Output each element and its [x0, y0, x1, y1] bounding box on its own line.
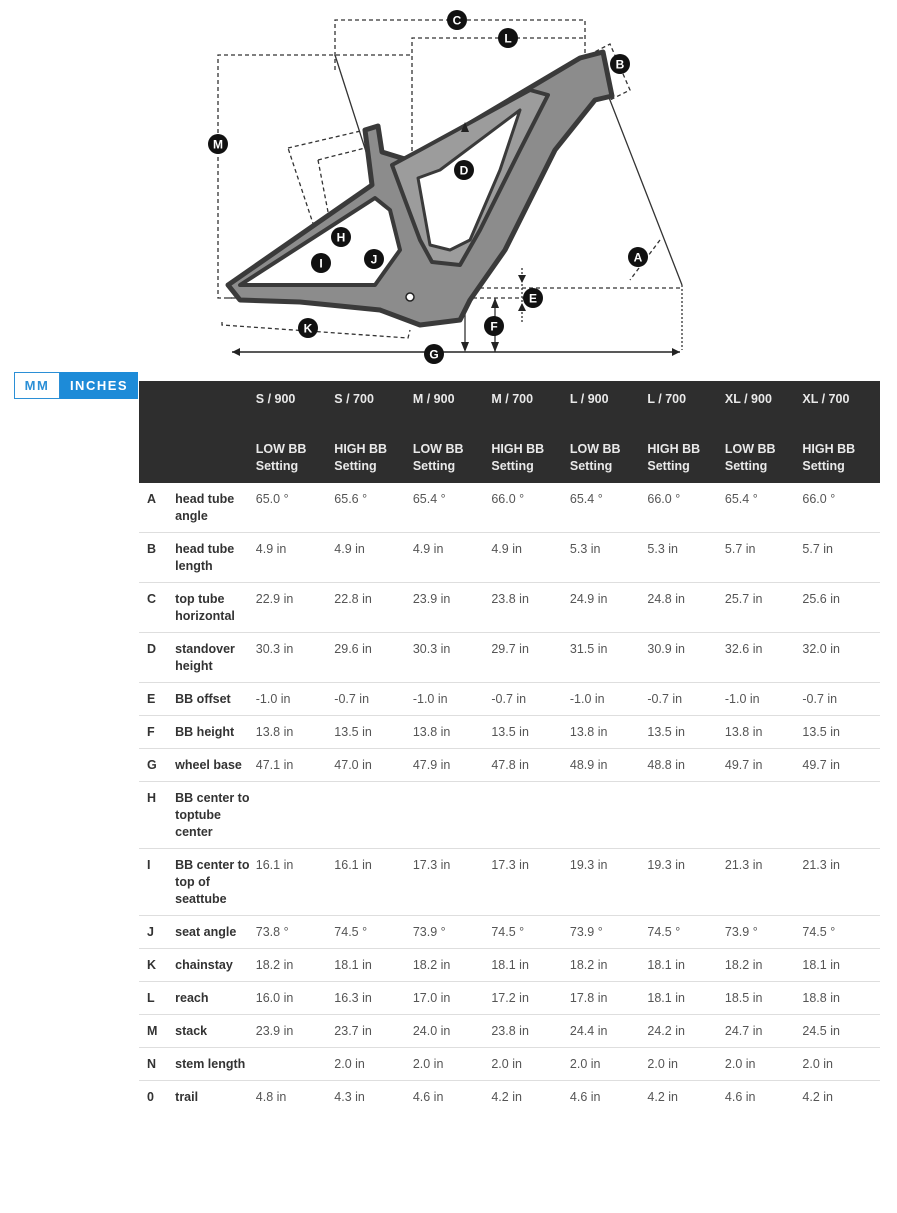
cell-value: 16.1 in — [334, 849, 413, 916]
column-header — [256, 381, 335, 483]
cell-value: 24.5 in — [802, 1015, 880, 1048]
svg-text:H: H — [336, 230, 346, 245]
cell-value: -0.7 in — [647, 683, 725, 716]
table-header — [139, 381, 880, 483]
cell-value: 48.8 in — [647, 749, 725, 782]
row-label: BB center to toptube center — [175, 782, 256, 849]
inches-unit-button[interactable]: INCHES — [60, 372, 138, 399]
column-header — [725, 381, 803, 483]
diagram-label-m — [208, 134, 228, 154]
table-row — [139, 1048, 880, 1081]
cell-value: 4.6 in — [569, 1090, 601, 1104]
cell-value: 5.7 in — [725, 533, 803, 583]
column-size: S / 900 — [255, 392, 296, 406]
cell-value — [647, 782, 725, 849]
cell-value: 5.7 in — [802, 533, 880, 583]
cell-value: 18.1 in — [647, 949, 725, 982]
cell-value: 17.8 in — [570, 982, 648, 1015]
cell-value: 4.6 in — [724, 1090, 756, 1104]
cell-value: 23.9 in — [256, 1015, 335, 1048]
column-setting: LOW BB Setting — [724, 442, 776, 473]
cell-value: 4.2 in — [647, 1090, 678, 1104]
cell-value: 49.7 in — [725, 749, 803, 782]
column-size: L / 900 — [569, 392, 609, 406]
row-label: standover height — [175, 633, 256, 683]
unit-toggle — [14, 372, 138, 399]
row-letter: K — [139, 949, 175, 982]
header-blank — [139, 381, 175, 483]
cell-value: 13.8 in — [413, 716, 492, 749]
row-letter: E — [139, 683, 175, 716]
table-row — [139, 749, 880, 782]
row-letter: L — [139, 982, 175, 1015]
column-header — [570, 381, 648, 483]
cell-value: 13.8 in — [725, 716, 803, 749]
cell-value: 13.5 in — [802, 716, 880, 749]
cell-value: 24.2 in — [647, 1015, 725, 1048]
row-label: BB center to top of seattube — [175, 849, 256, 916]
cell-value: -1.0 in — [413, 683, 492, 716]
column-header — [334, 381, 413, 483]
diagram-label-c — [447, 10, 467, 30]
cell-value: 74.5 ° — [802, 916, 880, 949]
cell-value — [725, 782, 803, 849]
cell-value: 2.0 in — [725, 1048, 803, 1081]
svg-text:K: K — [303, 321, 313, 336]
cell-value: 29.6 in — [334, 633, 413, 683]
table-row — [139, 716, 880, 749]
row-letter: C — [139, 583, 175, 633]
diagram-label-i — [311, 253, 331, 273]
row-letter: N — [139, 1048, 175, 1081]
column-setting: LOW BB Setting — [255, 442, 307, 473]
cell-value: 30.9 in — [647, 633, 725, 683]
svg-text:D: D — [459, 163, 469, 178]
diagram-label-f — [484, 316, 504, 336]
cell-value: 29.7 in — [491, 633, 570, 683]
column-header — [647, 381, 725, 483]
cell-value: -0.7 in — [334, 683, 413, 716]
row-label: wheel base — [175, 749, 256, 782]
cell-value: 4.9 in — [491, 533, 570, 583]
diagram-label-k — [298, 318, 318, 338]
cell-value — [570, 782, 648, 849]
svg-text:L: L — [504, 31, 512, 46]
diagram-label-d — [454, 160, 474, 180]
cell-value: 17.3 in — [413, 849, 492, 916]
cell-value: 18.1 in — [647, 982, 725, 1015]
cell-value: 73.9 ° — [413, 916, 492, 949]
diagram-label-l — [498, 28, 518, 48]
cell-value: 2.0 in — [491, 1048, 570, 1081]
cell-value: 65.4 ° — [413, 483, 492, 533]
table-row — [139, 782, 880, 849]
cell-value: 23.7 in — [334, 1015, 413, 1048]
cell-value: 13.8 in — [256, 716, 335, 749]
cell-value: -0.7 in — [802, 683, 880, 716]
frame-geometry-diagram — [0, 0, 897, 372]
cell-value: 18.2 in — [725, 949, 803, 982]
column-size: XL / 900 — [724, 392, 772, 406]
diagram-label-a — [628, 247, 648, 267]
cell-value: 19.3 in — [570, 849, 648, 916]
cell-value: 13.5 in — [491, 716, 570, 749]
table-row — [139, 1081, 880, 1114]
table-row — [139, 583, 880, 633]
row-letter: I — [139, 849, 175, 916]
svg-text:C: C — [452, 13, 462, 28]
cell-value: 65.4 ° — [725, 483, 803, 533]
row-label: seat angle — [175, 916, 256, 949]
table-row — [139, 949, 880, 982]
cell-value: 18.1 in — [802, 949, 880, 982]
svg-text:G: G — [429, 347, 439, 362]
row-label: trail — [175, 1090, 199, 1104]
svg-text:A: A — [633, 250, 643, 265]
header-blank — [175, 381, 256, 483]
cell-value: 65.4 ° — [570, 483, 648, 533]
cell-value: 4.9 in — [256, 533, 335, 583]
svg-text:M: M — [213, 137, 223, 152]
cell-value: 18.5 in — [725, 982, 803, 1015]
table-body — [139, 483, 880, 1113]
row-letter: M — [139, 1015, 175, 1048]
cell-value: 24.0 in — [413, 1015, 492, 1048]
cell-value: 73.9 ° — [570, 916, 648, 949]
table-row — [139, 1015, 880, 1048]
cell-value: 48.9 in — [570, 749, 648, 782]
cell-value: 13.5 in — [647, 716, 725, 749]
svg-text:E: E — [528, 291, 538, 306]
cell-value: 17.3 in — [491, 849, 570, 916]
cell-value: 17.0 in — [413, 982, 492, 1015]
column-size: XL / 700 — [802, 392, 850, 406]
cell-value — [491, 782, 570, 849]
cell-value: 23.8 in — [491, 583, 570, 633]
cell-value: 4.8 in — [255, 1090, 287, 1104]
cell-value: 74.5 ° — [491, 916, 570, 949]
diagram-label-e — [523, 288, 543, 308]
row-label: chainstay — [175, 949, 256, 982]
cell-value: 16.1 in — [256, 849, 335, 916]
cell-value: 22.8 in — [334, 583, 413, 633]
column-setting: LOW BB Setting — [569, 442, 621, 473]
svg-text:J: J — [370, 252, 378, 267]
table-row — [139, 533, 880, 583]
svg-text:I: I — [319, 256, 323, 271]
cell-value: 74.5 ° — [647, 916, 725, 949]
cell-value: 66.0 ° — [802, 483, 880, 533]
cell-value: 49.7 in — [802, 749, 880, 782]
geometry-table — [139, 381, 880, 1113]
cell-value: 21.3 in — [725, 849, 803, 916]
row-label: reach — [175, 982, 256, 1015]
cell-value: 13.8 in — [570, 716, 648, 749]
svg-text:B: B — [615, 57, 625, 72]
cell-value: 2.0 in — [802, 1048, 880, 1081]
diagram-label-b — [610, 54, 630, 74]
row-label: head tube length — [175, 533, 256, 583]
cell-value: 2.0 in — [570, 1048, 648, 1081]
diagram-label-j — [364, 249, 384, 269]
row-letter: J — [139, 916, 175, 949]
cell-value: 74.5 ° — [334, 916, 413, 949]
cell-value: 16.3 in — [334, 982, 413, 1015]
cell-value: 47.8 in — [491, 749, 570, 782]
cell-value — [413, 782, 492, 849]
diagram-label-g — [424, 344, 444, 364]
cell-value: 65.0 ° — [256, 483, 335, 533]
cell-value — [256, 782, 335, 849]
column-size: M / 900 — [412, 392, 455, 406]
row-letter: A — [139, 483, 175, 533]
row-letter: G — [139, 749, 175, 782]
cell-value: 2.0 in — [334, 1048, 413, 1081]
column-header — [802, 381, 880, 483]
cell-value: 66.0 ° — [491, 483, 570, 533]
column-setting: HIGH BB Setting — [334, 442, 388, 473]
cell-value: 18.1 in — [491, 949, 570, 982]
cell-value: 47.0 in — [334, 749, 413, 782]
cell-value — [334, 782, 413, 849]
row-letter: F — [139, 716, 175, 749]
cell-value: 18.2 in — [413, 949, 492, 982]
column-size: S / 700 — [334, 392, 374, 406]
cell-value: 18.8 in — [802, 982, 880, 1015]
row-letter: H — [139, 782, 175, 849]
cell-value: 16.0 in — [256, 982, 335, 1015]
cell-value: 5.3 in — [570, 533, 648, 583]
row-letter: B — [139, 533, 175, 583]
row-label: top tube horizontal — [175, 583, 256, 633]
cell-value: 66.0 ° — [647, 483, 725, 533]
row-letter: D — [139, 633, 175, 683]
cell-value: -1.0 in — [725, 683, 803, 716]
cell-value: 32.0 in — [802, 633, 880, 683]
cell-value: 30.3 in — [256, 633, 335, 683]
cell-value: 18.2 in — [570, 949, 648, 982]
cell-value: 24.9 in — [570, 583, 648, 633]
mm-unit-button[interactable]: MM — [14, 372, 60, 399]
cell-value: 4.6 in — [412, 1090, 444, 1104]
cell-value: 17.2 in — [491, 982, 570, 1015]
cell-value: 4.9 in — [413, 533, 492, 583]
table-row — [139, 683, 880, 716]
cell-value: 4.9 in — [334, 533, 413, 583]
cell-value: 23.9 in — [413, 583, 492, 633]
table-row — [139, 982, 880, 1015]
column-setting: HIGH BB Setting — [647, 442, 701, 473]
cell-value: 18.1 in — [334, 949, 413, 982]
row-label: stem length — [175, 1048, 256, 1081]
table-row — [139, 849, 880, 916]
row-label: stack — [175, 1015, 256, 1048]
row-label: BB offset — [175, 683, 256, 716]
cell-value: 32.6 in — [725, 633, 803, 683]
cell-value: 18.2 in — [256, 949, 335, 982]
cell-value: 4.3 in — [334, 1090, 365, 1104]
diagram-label-h — [331, 227, 351, 247]
row-letter: 0 — [147, 1090, 154, 1104]
cell-value: 24.8 in — [647, 583, 725, 633]
column-header — [491, 381, 570, 483]
cell-value: 24.7 in — [725, 1015, 803, 1048]
cell-value: 47.9 in — [413, 749, 492, 782]
column-size: M / 700 — [491, 392, 534, 406]
column-setting: HIGH BB Setting — [491, 442, 545, 473]
cell-value: 73.8 ° — [256, 916, 335, 949]
svg-text:F: F — [490, 319, 498, 334]
cell-value — [256, 1048, 335, 1081]
column-setting: HIGH BB Setting — [802, 442, 856, 473]
cell-value — [802, 782, 880, 849]
cell-value: 21.3 in — [802, 849, 880, 916]
cell-value: 47.1 in — [256, 749, 335, 782]
cell-value: 30.3 in — [413, 633, 492, 683]
cell-value: -1.0 in — [256, 683, 335, 716]
row-label: head tube angle — [175, 483, 256, 533]
cell-value: 22.9 in — [256, 583, 335, 633]
cell-value: 23.8 in — [491, 1015, 570, 1048]
table-row — [139, 633, 880, 683]
cell-value: 73.9 ° — [725, 916, 803, 949]
cell-value: 4.2 in — [491, 1090, 522, 1104]
cell-value: 5.3 in — [647, 533, 725, 583]
cell-value: -1.0 in — [570, 683, 648, 716]
column-size: L / 700 — [647, 392, 687, 406]
cell-value: 2.0 in — [413, 1048, 492, 1081]
cell-value: 2.0 in — [647, 1048, 725, 1081]
cell-value: 65.6 ° — [334, 483, 413, 533]
cell-value: -0.7 in — [491, 683, 570, 716]
cell-value: 19.3 in — [647, 849, 725, 916]
table-row — [139, 483, 880, 533]
cell-value: 24.4 in — [570, 1015, 648, 1048]
column-header — [413, 381, 492, 483]
cell-value: 4.2 in — [802, 1090, 833, 1104]
table-row — [139, 916, 880, 949]
column-setting: LOW BB Setting — [412, 442, 464, 473]
cell-value: 31.5 in — [570, 633, 648, 683]
row-label: BB height — [175, 716, 256, 749]
cell-value: 25.6 in — [802, 583, 880, 633]
cell-value: 25.7 in — [725, 583, 803, 633]
cell-value: 13.5 in — [334, 716, 413, 749]
